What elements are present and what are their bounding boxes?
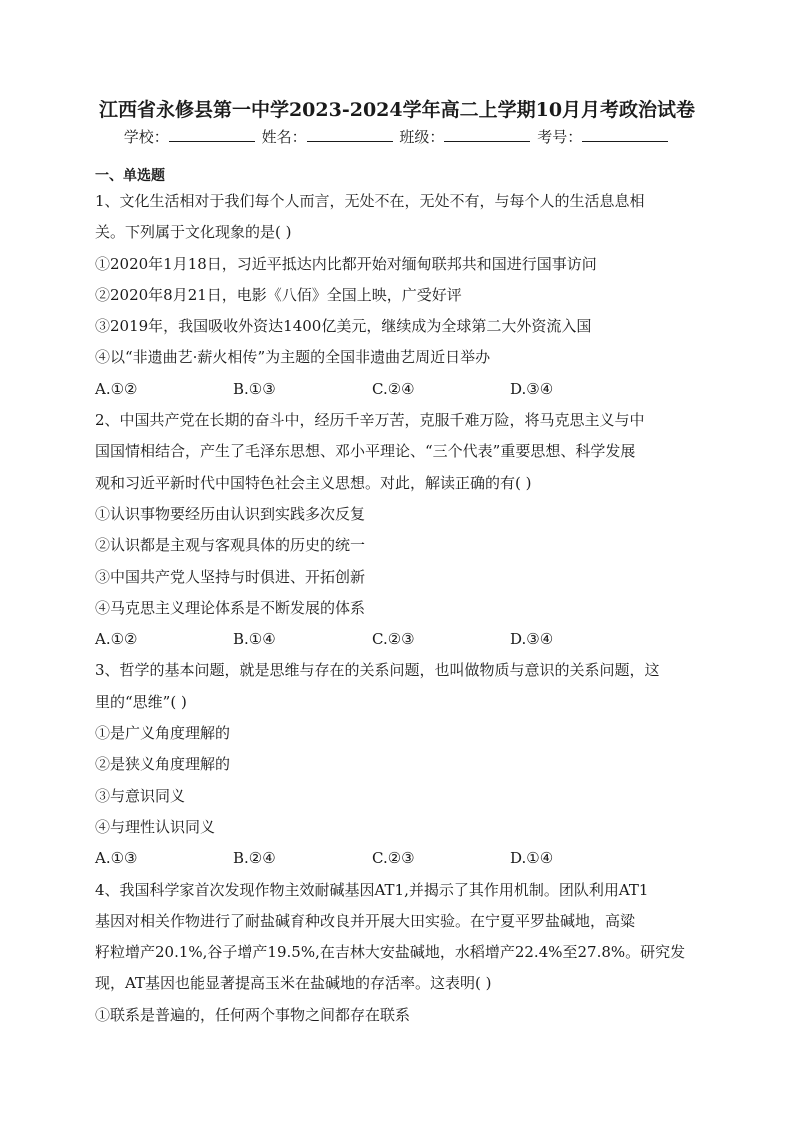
option-c[interactable]: C.②③ xyxy=(372,630,415,649)
answer-options xyxy=(95,374,699,405)
exam-title: 江西省永修县第一中学2023-2024学年高二上学期10月月考政治试卷 xyxy=(98,99,696,121)
question-stem-line: 1、文化生活相对于我们每个人而言，无处不在，无处不有，与每个人的生活息息相 xyxy=(95,192,645,210)
class-blank xyxy=(444,126,530,142)
exam-number-label: 考号： xyxy=(537,128,583,146)
question-stem-line: 3、哲学的基本问题，就是思维与存在的关系问题，也叫做物质与意识的关系问题，这 xyxy=(95,661,660,680)
statement-item: ②2020年8月21日，电影《八佰》全国上映，广受好评 xyxy=(95,285,462,304)
question-stem-line: 观和习近平新时代中国特色社会主义思想。对此，解读正确的有( ) xyxy=(95,473,532,492)
statement-item: ④以“非遗曲艺·薪火相传”为主题的全国非遗曲艺周近日举办 xyxy=(95,348,491,367)
statement-item: ④与理性认识同义 xyxy=(95,817,216,836)
class-label: 班级： xyxy=(399,128,445,146)
question-stem-line: 4、我国科学家首次发现作物主效耐碱基因AT1,并揭示了其作用机制。团队利用AT1 xyxy=(95,880,649,899)
question-1 xyxy=(95,186,699,405)
question-stem-line: 里的“思维”( ) xyxy=(95,692,187,711)
statement-item: ②认识都是主观与客观具体的历史的统一 xyxy=(95,536,366,555)
question-4 xyxy=(95,875,699,1031)
statement-item: ③中国共产党人坚持与时俱进、开拓创新 xyxy=(95,567,366,586)
school-blank xyxy=(169,126,255,142)
option-a[interactable]: A.①③ xyxy=(95,849,138,868)
question-3 xyxy=(95,655,699,874)
statement-item: ②是狭义角度理解的 xyxy=(95,755,231,774)
question-stem-line: 2、中国共产党在长期的奋斗中，经历千辛万苦，克服千难万险，将马克思主义与中 xyxy=(95,411,645,430)
question-stem-line: 籽粒增产20.1%,谷子增产19.5%,在吉林大安盐碱地，水稻增产22.4%至27.8%。研究发 xyxy=(95,943,686,962)
option-c[interactable]: C.②④ xyxy=(372,379,415,398)
option-d[interactable]: D.③④ xyxy=(510,379,554,398)
student-info-row xyxy=(0,126,794,147)
statement-item: ③与意识同义 xyxy=(95,786,186,805)
option-b[interactable]: B.①③ xyxy=(233,379,276,398)
statement-item: ③2019年，我国吸收外资达1400亿美元，继续成为全球第二大外资流入国 xyxy=(95,317,592,336)
question-stem-line: 国国情相结合，产生了毛泽东思想、邓小平理论、“三个代表”重要思想、科学发展 xyxy=(95,442,636,461)
option-d[interactable]: D.③④ xyxy=(510,630,554,649)
name-blank xyxy=(307,126,393,142)
name-label: 姓名： xyxy=(261,128,307,146)
school-label: 学校： xyxy=(123,128,169,146)
statement-item: ①2020年1月18日，习近平抵达内比都开始对缅甸联邦共和国进行国事访问 xyxy=(95,254,597,273)
statement-item: ①认识事物要经历由认识到实践多次反复 xyxy=(95,504,366,523)
question-2 xyxy=(95,405,699,655)
section-heading: 一、单选题 xyxy=(95,168,165,184)
statement-item: ④马克思主义理论体系是不断发展的体系 xyxy=(95,598,366,617)
answer-options xyxy=(95,624,699,655)
question-stem-line: 关。下列属于文化现象的是( ) xyxy=(95,223,292,242)
option-c[interactable]: C.②③ xyxy=(372,849,415,868)
answer-options xyxy=(95,843,699,874)
question-stem-line: 基因对相关作物进行了耐盐碱育种改良并开展大田实验。在宁夏平罗盐碱地，高粱 xyxy=(95,911,636,930)
option-d[interactable]: D.①④ xyxy=(510,849,554,868)
option-a[interactable]: A.①② xyxy=(95,379,138,398)
statement-item: ①联系是普遍的，任何两个事物之间都存在联系 xyxy=(95,1005,411,1024)
option-b[interactable]: B.①④ xyxy=(233,630,276,649)
option-b[interactable]: B.②④ xyxy=(233,849,276,868)
exam-content xyxy=(95,166,699,1031)
question-stem-line: 现，AT基因也能显著提高玉米在盐碱地的存活率。这表明( ) xyxy=(95,974,492,993)
statement-item: ①是广义角度理解的 xyxy=(95,724,231,743)
option-a[interactable]: A.①② xyxy=(95,630,138,649)
exam-number-blank xyxy=(582,126,668,142)
